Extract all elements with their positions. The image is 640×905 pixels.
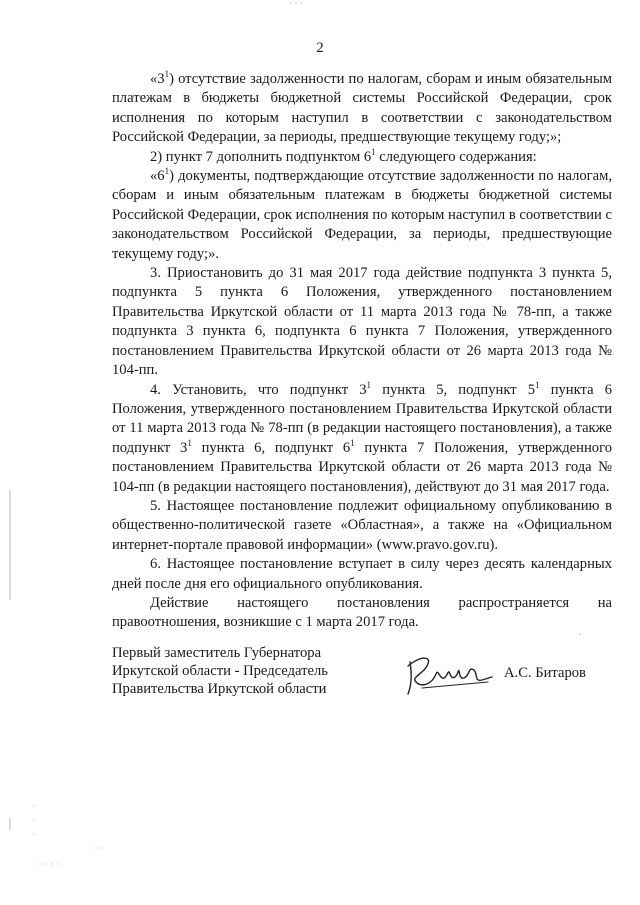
signatory-title-line: Иркутской области - Председатель	[112, 663, 328, 680]
word: Действие	[150, 594, 209, 611]
paragraph-item-4	[112, 381, 612, 497]
text-run: 2) пункт 7 дополнить подпунктом 6	[150, 148, 372, 165]
signature-block	[112, 644, 612, 714]
superscript: 1	[164, 69, 170, 79]
superscript: 1	[371, 146, 376, 157]
signatory-title-line: Правительства Иркутской области	[112, 681, 327, 698]
paragraph-subpoint-3-1	[112, 70, 612, 148]
word: на	[597, 594, 612, 611]
document-body	[112, 70, 612, 633]
word: постановления	[337, 594, 430, 611]
superscript: 1	[164, 166, 170, 177]
superscript: 1	[350, 437, 355, 448]
paragraph-effective-date-line1	[112, 594, 612, 613]
paragraph-item-2	[112, 148, 612, 167]
text-run: пункта 6, подпункт 6	[191, 439, 351, 456]
superscript: 1	[187, 437, 192, 448]
text-run: ) отсутствие задолженности по налогам, сборам и иным обязательным платежам в бюджеты бюджетной системы Российской Федерации, срок исполнения по которым наступил в соответствии с законодательством Российской Федерации, за периоды, предшествующие текущему году;»;	[112, 71, 612, 146]
superscript: 1	[535, 379, 540, 390]
paragraph-item-3: 3. Приостановить до 31 мая 2017 года действие подпункта 3 пункта 5, подпункта 5 пункта 6 Положения, утвержденного постановлением Правительства Иркутской области от 11 марта 2013 года № 78-пп, а также подпункта 3 пункта 6, подпункта 6 пункта 7 Положения, утвержденного постановлением Правительства Иркутской области от 26 марта 2013 года № 104-пп.	[112, 265, 612, 379]
paragraph-subpoint-6-1	[112, 167, 612, 264]
signatory-title	[112, 644, 372, 699]
text-run: 4. Установить, что подпункт 3	[150, 381, 367, 398]
paragraph-effective-date-line2: правоотношения, возникшие с 1 марта 2017 года.	[112, 614, 419, 631]
paragraph-item-5: 5. Настоящее постановление подлежит официальному опубликованию в общественно-политической газете «Областная», а также на «Официальном интернет-портале правовой информации» (www.pravo.gov.ru).	[112, 497, 612, 553]
page-number: 2	[316, 40, 324, 56]
text-run: «6	[150, 168, 165, 185]
text-run: пункта 6 Положения, утвержденного постановлением Правительства Иркутской области от 11 марта 2013 года № 78-пп (в редакции настоящего постановления), а также подпункт 3	[112, 381, 612, 456]
paragraph-item-6: 6. Настоящее постановление вступает в силу через десять календарных дней после дня его официального опубликования.	[112, 556, 612, 592]
signatory-name: А.С. Битаров	[504, 665, 586, 681]
text-run: следующего содержания:	[375, 148, 537, 165]
handwritten-signature	[402, 644, 502, 700]
signatory-title-line: Первый заместитель Губернатора	[112, 645, 322, 661]
superscript: 1	[366, 379, 372, 390]
text-run: пункта 5, подпункт 5	[371, 381, 536, 398]
text-run: пункта 7 Положения, утвержденного постановлением Правительства Иркутской области от 26 марта 2013 года № 104-пп (в редакции настоящего постановления), действуют до 31 мая 2017 года.	[112, 439, 612, 495]
text-run: ) документы, подтверждающие отсутствие задолженности по налогам, сборам и иным обязательным платежам в бюджеты бюджетной системы Российской Федерации, срок исполнения по которым наступил в соответствии с законодательством Российской Федерации, за периоды, предшествующие текущему году;».	[112, 168, 612, 262]
word: распространяется	[458, 594, 570, 611]
word: настоящего	[237, 594, 309, 611]
text-run: «3	[150, 71, 165, 87]
